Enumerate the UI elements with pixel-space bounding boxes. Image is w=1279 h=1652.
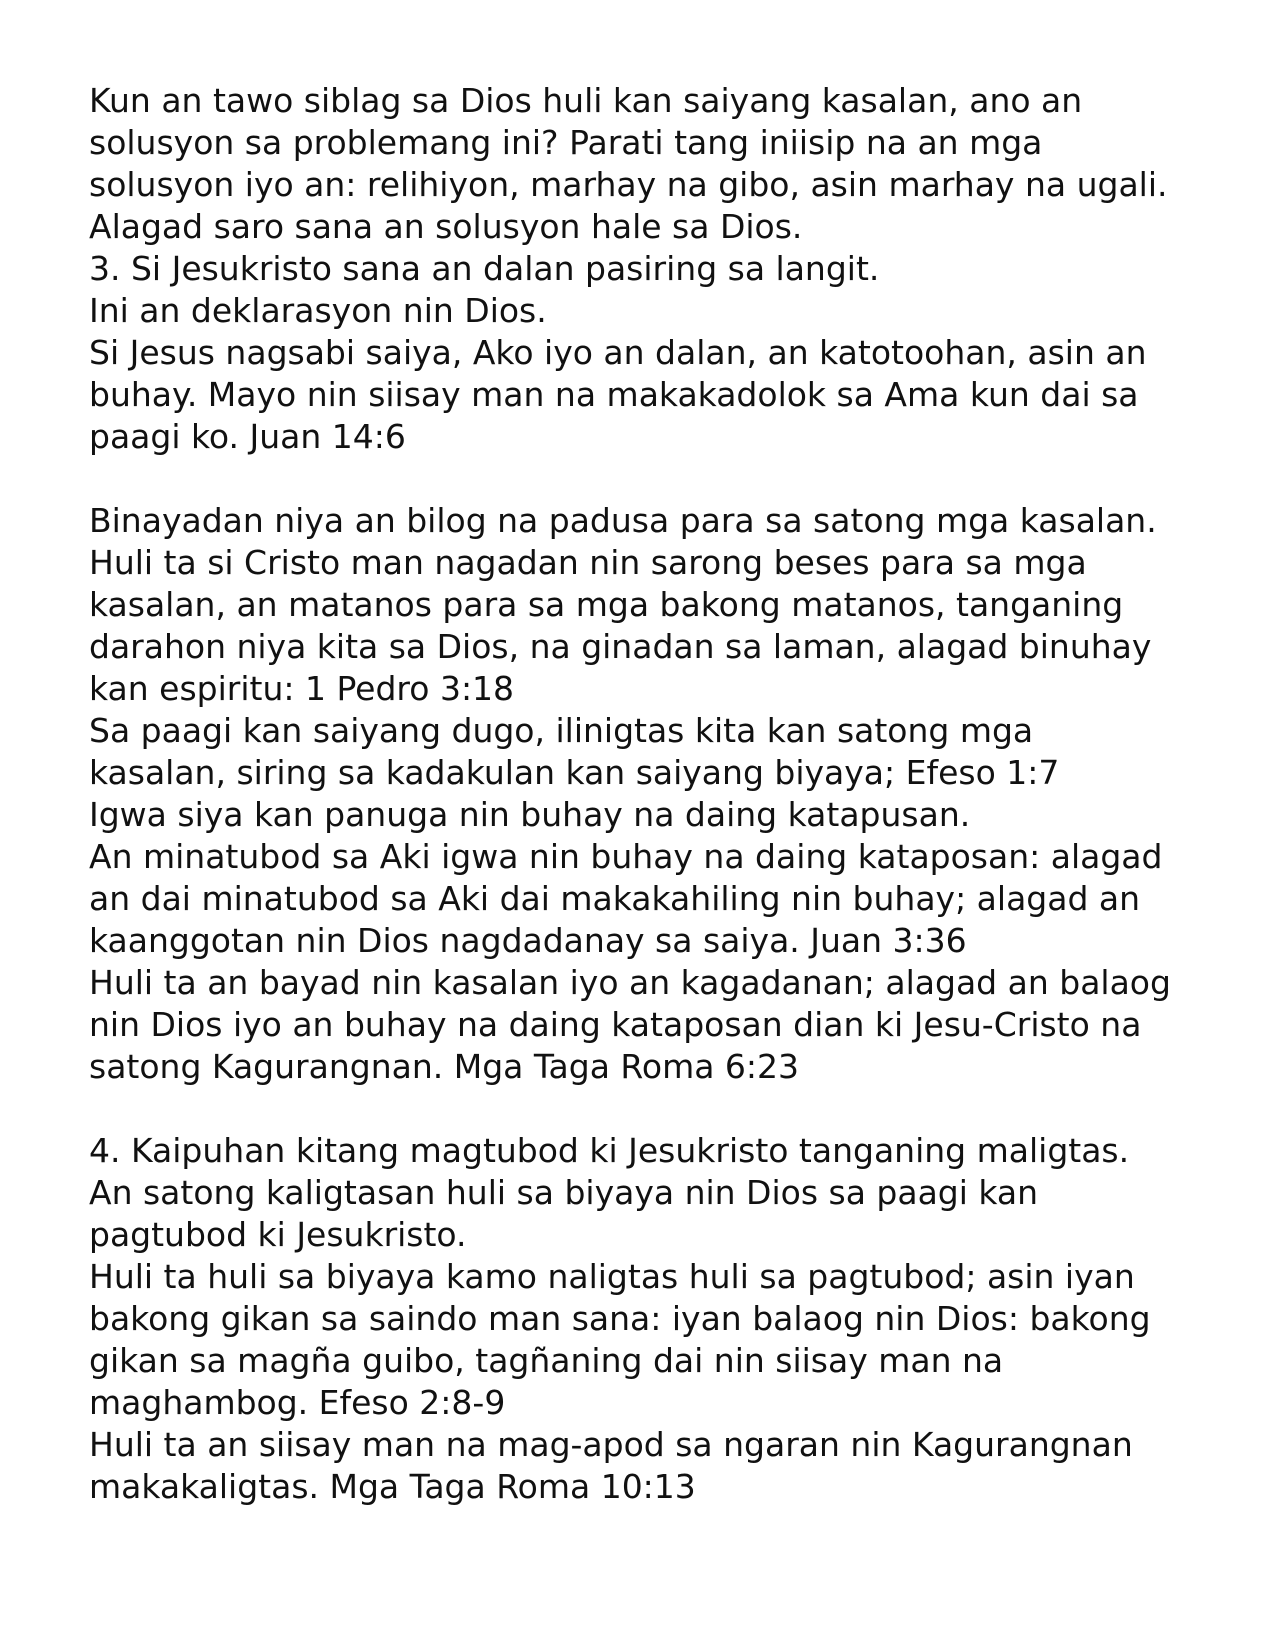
text-line: kasalan, siring sa kadakulan kan saiyang biyaya; Efeso 1:7 bbox=[89, 753, 1060, 792]
paragraph-declaration bbox=[89, 290, 1249, 332]
point-4-heading bbox=[89, 1130, 1249, 1172]
paragraph-panuga bbox=[89, 794, 1249, 836]
text-line: makakaligtas. Mga Taga Roma 10:13 bbox=[89, 1467, 696, 1506]
text-line: 3. Si Jesukristo sana an dalan pasiring sa langit. bbox=[89, 249, 880, 288]
paragraph-efeso-2-8-9 bbox=[89, 1256, 1249, 1424]
text-line: buhay. Mayo nin siisay man na makakadolok sa Ama kun dai sa bbox=[89, 375, 1139, 414]
paragraph-juan-3-36 bbox=[89, 836, 1249, 962]
paragraph-1-pedro-3-18 bbox=[89, 542, 1249, 710]
text-line: Alagad saro sana an solusyon hale sa Dios. bbox=[89, 207, 803, 246]
text-line: Sa paagi kan saiyang dugo, ilinigtas kita kan satong mga bbox=[89, 711, 1034, 750]
text-line: satong Kagurangnan. Mga Taga Roma 6:23 bbox=[89, 1047, 800, 1086]
text-line: Huli ta an bayad nin kasalan iyo an kagadanan; alagad an balaog bbox=[89, 963, 1171, 1002]
text-line: Huli ta huli sa biyaya kamo naligtas huli sa pagtubod; asin iyan bbox=[89, 1257, 1135, 1296]
text-line: maghambog. Efeso 2:8-9 bbox=[89, 1383, 506, 1422]
text-line: Binayadan niya an bilog na padusa para sa satong mga kasalan. bbox=[89, 501, 1157, 540]
text-line: an dai minatubod sa Aki dai makakahiling nin buhay; alagad an bbox=[89, 879, 1141, 918]
text-line: Kun an tawo siblag sa Dios huli kan saiyang kasalan, ano an bbox=[89, 81, 1083, 120]
document-page bbox=[89, 80, 1249, 1508]
paragraph-juan-14-6 bbox=[89, 332, 1249, 458]
text-line: darahon niya kita sa Dios, na ginadan sa laman, alagad binuhay bbox=[89, 627, 1152, 666]
text-line: kaanggotan nin Dios nagdadanay sa saiya. Juan 3:36 bbox=[89, 921, 967, 960]
paragraph-roma-10-13 bbox=[89, 1424, 1249, 1508]
text-line: bakong gikan sa saindo man sana: iyan balaog nin Dios: bakong bbox=[89, 1299, 1151, 1338]
text-line: gikan sa magña guibo, tagñaning dai nin siisay man na bbox=[89, 1341, 1004, 1380]
text-line: nin Dios iyo an buhay na daing kataposan dian ki Jesu-Cristo na bbox=[89, 1005, 1142, 1044]
paragraph-padusa bbox=[89, 500, 1249, 542]
text-line: 4. Kaipuhan kitang magtubod ki Jesukristo tanganing maligtas. bbox=[89, 1131, 1130, 1170]
text-line: Igwa siya kan panuga nin buhay na daing katapusan. bbox=[89, 795, 971, 834]
text-line: Ini an deklarasyon nin Dios. bbox=[89, 291, 547, 330]
text-line: kan espiritu: 1 Pedro 3:18 bbox=[89, 669, 515, 708]
text-line: An satong kaligtasan huli sa biyaya nin Dios sa paagi kan bbox=[89, 1173, 1039, 1212]
text-line: Si Jesus nagsabi saiya, Ako iyo an dalan, an katotoohan, asin an bbox=[89, 333, 1147, 372]
text-line: solusyon iyo an: relihiyon, marhay na gibo, asin marhay na ugali. bbox=[89, 165, 1168, 204]
blank-line bbox=[89, 1088, 1249, 1130]
text-line: solusyon sa problemang ini? Parati tang iniisip na an mga bbox=[89, 123, 1043, 162]
text-line: Huli ta an siisay man na mag-apod sa ngaran nin Kagurangnan bbox=[89, 1425, 1133, 1464]
text-line: An minatubod sa Aki igwa nin buhay na daing kataposan: alagad bbox=[89, 837, 1163, 876]
text-line: kasalan, an matanos para sa mga bakong matanos, tanganing bbox=[89, 585, 1124, 624]
paragraph-intro bbox=[89, 80, 1249, 248]
text-line: pagtubod ki Jesukristo. bbox=[89, 1215, 467, 1254]
text-line: paagi ko. Juan 14:6 bbox=[89, 417, 406, 456]
text-line: Huli ta si Cristo man nagadan nin sarong beses para sa mga bbox=[89, 543, 1087, 582]
paragraph-kaligtasan bbox=[89, 1172, 1249, 1256]
paragraph-efeso-1-7 bbox=[89, 710, 1249, 794]
paragraph-roma-6-23 bbox=[89, 962, 1249, 1088]
blank-line bbox=[89, 458, 1249, 500]
point-3-heading bbox=[89, 248, 1249, 290]
